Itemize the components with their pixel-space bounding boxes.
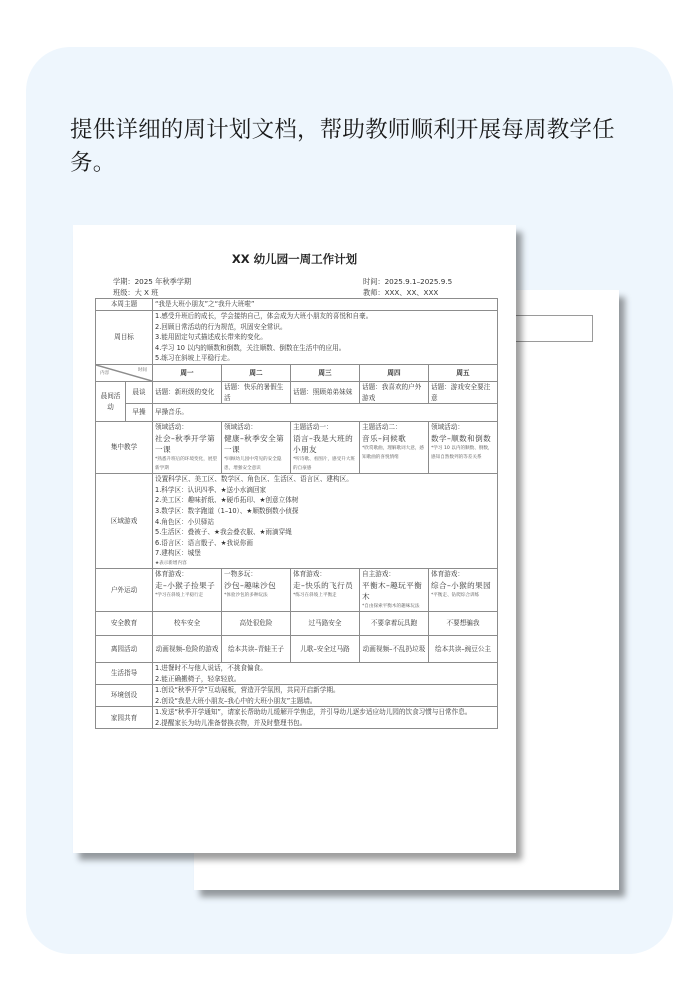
area-line: 6.语言区：语言骰子、★我说你画 (155, 538, 253, 547)
environment-row (96, 685, 498, 707)
outdoor-cell (291, 568, 360, 611)
area-line: 5.生活区：叠被子、★我会叠衣服、★雨滴穿绳 (155, 528, 292, 537)
area-legend: ★表示新增内容 (155, 560, 187, 566)
departure-cell: 动画视频–不乱扔垃圾 (360, 635, 429, 662)
home-coop-list (153, 707, 498, 729)
talk-cell: 话题：新班级的变化 (153, 381, 222, 403)
cell-title: 沙包–趣味沙包 (224, 580, 277, 590)
goal-item: 3.能用固定句式描述成长带来的变化。 (155, 333, 267, 342)
cell-head: 领域活动： (224, 423, 257, 432)
day-header-row (96, 364, 498, 381)
cell-head: 体育游戏： (293, 569, 326, 578)
outdoor-cell (360, 568, 429, 611)
cell-note: *学习在斜坡上平稳行走 (155, 592, 204, 598)
talk-label: 晨谈 (126, 381, 153, 403)
cell-head: 体育游戏： (155, 569, 188, 578)
safety-cell: 高处很危险 (222, 611, 291, 635)
teacher-label: 教师：XXX、XX、XXX (363, 288, 439, 297)
home-coop-row (96, 707, 498, 729)
goals-label: 周目标 (96, 311, 153, 365)
theme-value: “我是大班小朋友”之“我升大班啦” (153, 299, 498, 311)
cell-title: 音乐–问候歌 (362, 433, 407, 443)
cell-note: *熟悉升班后的环境变化，展望新学期 (155, 457, 218, 472)
front-document-page (73, 225, 516, 853)
exercise-label: 早操 (126, 404, 153, 422)
goal-item: 2.回顾日常活动的行为规范，巩固安全常识。 (155, 322, 287, 331)
document-title: XX 幼儿园一周工作计划 (231, 252, 358, 266)
departure-label: 离园活动 (96, 635, 153, 662)
life-line: 2.能正确搬椅子，轻拿轻放。 (155, 674, 241, 683)
weekly-plan-table (95, 298, 498, 729)
morning-label: 晨间活动 (96, 381, 126, 421)
environment-line: 1.创设“秋季开学”互动展板，营造开学氛围，共同开启新学期。 (155, 686, 340, 695)
teaching-cell (360, 422, 429, 474)
cell-head: 自主游戏： (362, 569, 395, 578)
cell-head: 领域活动： (431, 423, 464, 432)
safety-row (96, 611, 498, 635)
cell-title: 走–快乐的飞行员 (293, 580, 354, 590)
class-label: 班级：大 X 班 (113, 288, 159, 297)
area-games-row (96, 474, 498, 569)
cell-title: 语言–我是大班的小朋友 (293, 433, 354, 454)
exercise-value: 早操音乐。 (153, 404, 498, 422)
cell-note: *回顾幼儿园中常见的安全隐患，增强安全意识 (224, 457, 282, 472)
cell-title: 综合–小猴的果园 (431, 580, 492, 590)
teaching-label: 集中教学 (96, 422, 153, 474)
area-line: 3.数学区：数字跑道（1–10）、★顺数倒数小侦探 (155, 506, 299, 515)
outdoor-cell (429, 568, 498, 611)
morning-talk-row (96, 381, 498, 403)
outdoor-label: 户外运动 (96, 568, 153, 611)
talk-cell: 话题：照顾弟弟妹妹 (291, 381, 360, 403)
area-games-label: 区域游戏 (96, 474, 153, 569)
day-header-fri: 周五 (429, 364, 498, 381)
departure-cell: 儿歌–安全过马路 (291, 635, 360, 662)
cell-title: 平衡木–趣玩平衡木 (362, 580, 423, 601)
area-line: 4.角色区：小贝驿站 (155, 517, 215, 526)
cell-head: 主题活动二： (362, 423, 402, 432)
environment-list (153, 685, 498, 707)
environment-line: 2.创设“我是大班小朋友–我心中的大班小朋友”主题墙。 (155, 696, 317, 705)
cell-head: 领域活动： (155, 423, 188, 432)
talk-cell: 话题：快乐的暑假生活 (222, 381, 291, 403)
cell-note: *听诗歌、看图片，感受升大班的自豪感 (293, 457, 356, 472)
home-line: 1.发送“秋季开学通知”，请家长帮助幼儿缓解开学焦虑，并引导幼儿逐步适应幼儿园的饮食习惯与日常作息。 (155, 708, 472, 717)
life-guidance-list (153, 662, 498, 684)
goals-list (153, 311, 498, 365)
cell-note: *练习在斜坡上平衡走 (293, 592, 337, 598)
teaching-cell (291, 422, 360, 474)
cell-title: 数学–顺数和倒数 (431, 433, 492, 443)
outdoor-cell (153, 568, 222, 611)
area-games-list (153, 474, 498, 569)
goal-item: 4.学习 10 以内的顺数和倒数，关注顺数、倒数在生活中的应用。 (155, 343, 346, 352)
theme-label: 本周主题 (96, 299, 153, 311)
cell-note: *自由探索平衡木的趣味玩法 (362, 603, 420, 609)
area-line: 7.建构区：城堡 (155, 549, 201, 558)
day-header-mon: 周一 (153, 364, 222, 381)
home-line: 2.提醒家长为幼儿准备替换衣物，并及时整理书包。 (155, 718, 307, 727)
morning-exercise-row (96, 404, 498, 422)
life-guidance-row (96, 662, 498, 684)
semester-label: 学期：2025 年秋季学期 (113, 277, 192, 286)
safety-cell: 不要拿着玩具跑 (360, 611, 429, 635)
safety-cell: 过马路安全 (291, 611, 360, 635)
cell-note: *学习 10 以内的顺数、倒数，感知自然数列的等差关系 (431, 445, 493, 460)
environment-label: 环境创设 (96, 685, 153, 707)
teaching-cell (222, 422, 291, 474)
corner-header-cell (96, 364, 153, 381)
corner-content-label: 内容 (100, 371, 110, 377)
cell-note: *平衡走、钻爬综合训练 (431, 592, 480, 598)
day-header-thu: 周四 (360, 364, 429, 381)
time-label: 时间：2025.9.1–2025.9.5 (363, 277, 453, 286)
outdoor-cell (222, 568, 291, 611)
safety-cell: 不要想骗我 (429, 611, 498, 635)
life-guidance-label: 生活指导 (96, 662, 153, 684)
theme-row (96, 299, 498, 311)
talk-cell: 话题：游戏安全要注意 (429, 381, 498, 403)
life-line: 1.进餐时不与他人说话，不挑食偏食。 (155, 663, 267, 672)
corner-time-label: 时间 (137, 367, 147, 373)
cell-note: *体验沙包的多种玩法 (224, 592, 268, 598)
safety-cell: 校车安全 (153, 611, 222, 635)
day-header-tue: 周二 (222, 364, 291, 381)
home-coop-label: 家园共育 (96, 707, 153, 729)
goal-item: 1.感受升班后的成长，学会接纳自己，体会成为大班小朋友的喜悦和自豪。 (155, 312, 373, 320)
talk-cell: 话题：我喜欢的户外游戏 (360, 381, 429, 403)
cell-head: 体育游戏： (431, 569, 464, 578)
departure-row (96, 635, 498, 662)
outdoor-row (96, 568, 498, 611)
departure-cell: 动画视频–危险的游戏 (153, 635, 222, 662)
cell-title: 社会–秋季开学第一课 (155, 433, 216, 454)
teaching-cell (153, 422, 222, 474)
goal-item: 5.练习在斜坡上平稳行走。 (155, 354, 234, 363)
area-line: 1.科学区：认识四季、★送小水滴回家 (155, 485, 267, 494)
headline-text: 提供详细的周计划文档，帮助教师顺利开展每周教学任务。 (70, 117, 615, 176)
departure-cell: 绘本共读–青蛙王子 (222, 635, 291, 662)
area-line: 2.美工区：趣味折纸、★硬币拓印、★创意立体树 (155, 496, 299, 505)
safety-label: 安全教育 (96, 611, 153, 635)
departure-cell: 绘本共读–豌豆公主 (429, 635, 498, 662)
cell-note: *欣赏歌曲，理解歌词大意，感知歌曲的喜悦情绪 (362, 445, 425, 460)
teaching-row (96, 422, 498, 474)
cell-head: 主题活动一： (293, 423, 333, 432)
goals-row (96, 311, 498, 365)
cell-title: 走–小猴子捡果子 (155, 580, 216, 590)
teaching-cell (429, 422, 498, 474)
day-header-wed: 周三 (291, 364, 360, 381)
cell-head: 一物多玩： (224, 569, 257, 578)
cell-title: 健康–秋季安全第一课 (224, 433, 285, 454)
area-line: 设置科学区、美工区、数学区、角色区、生活区、语言区、建构区。 (155, 475, 353, 484)
